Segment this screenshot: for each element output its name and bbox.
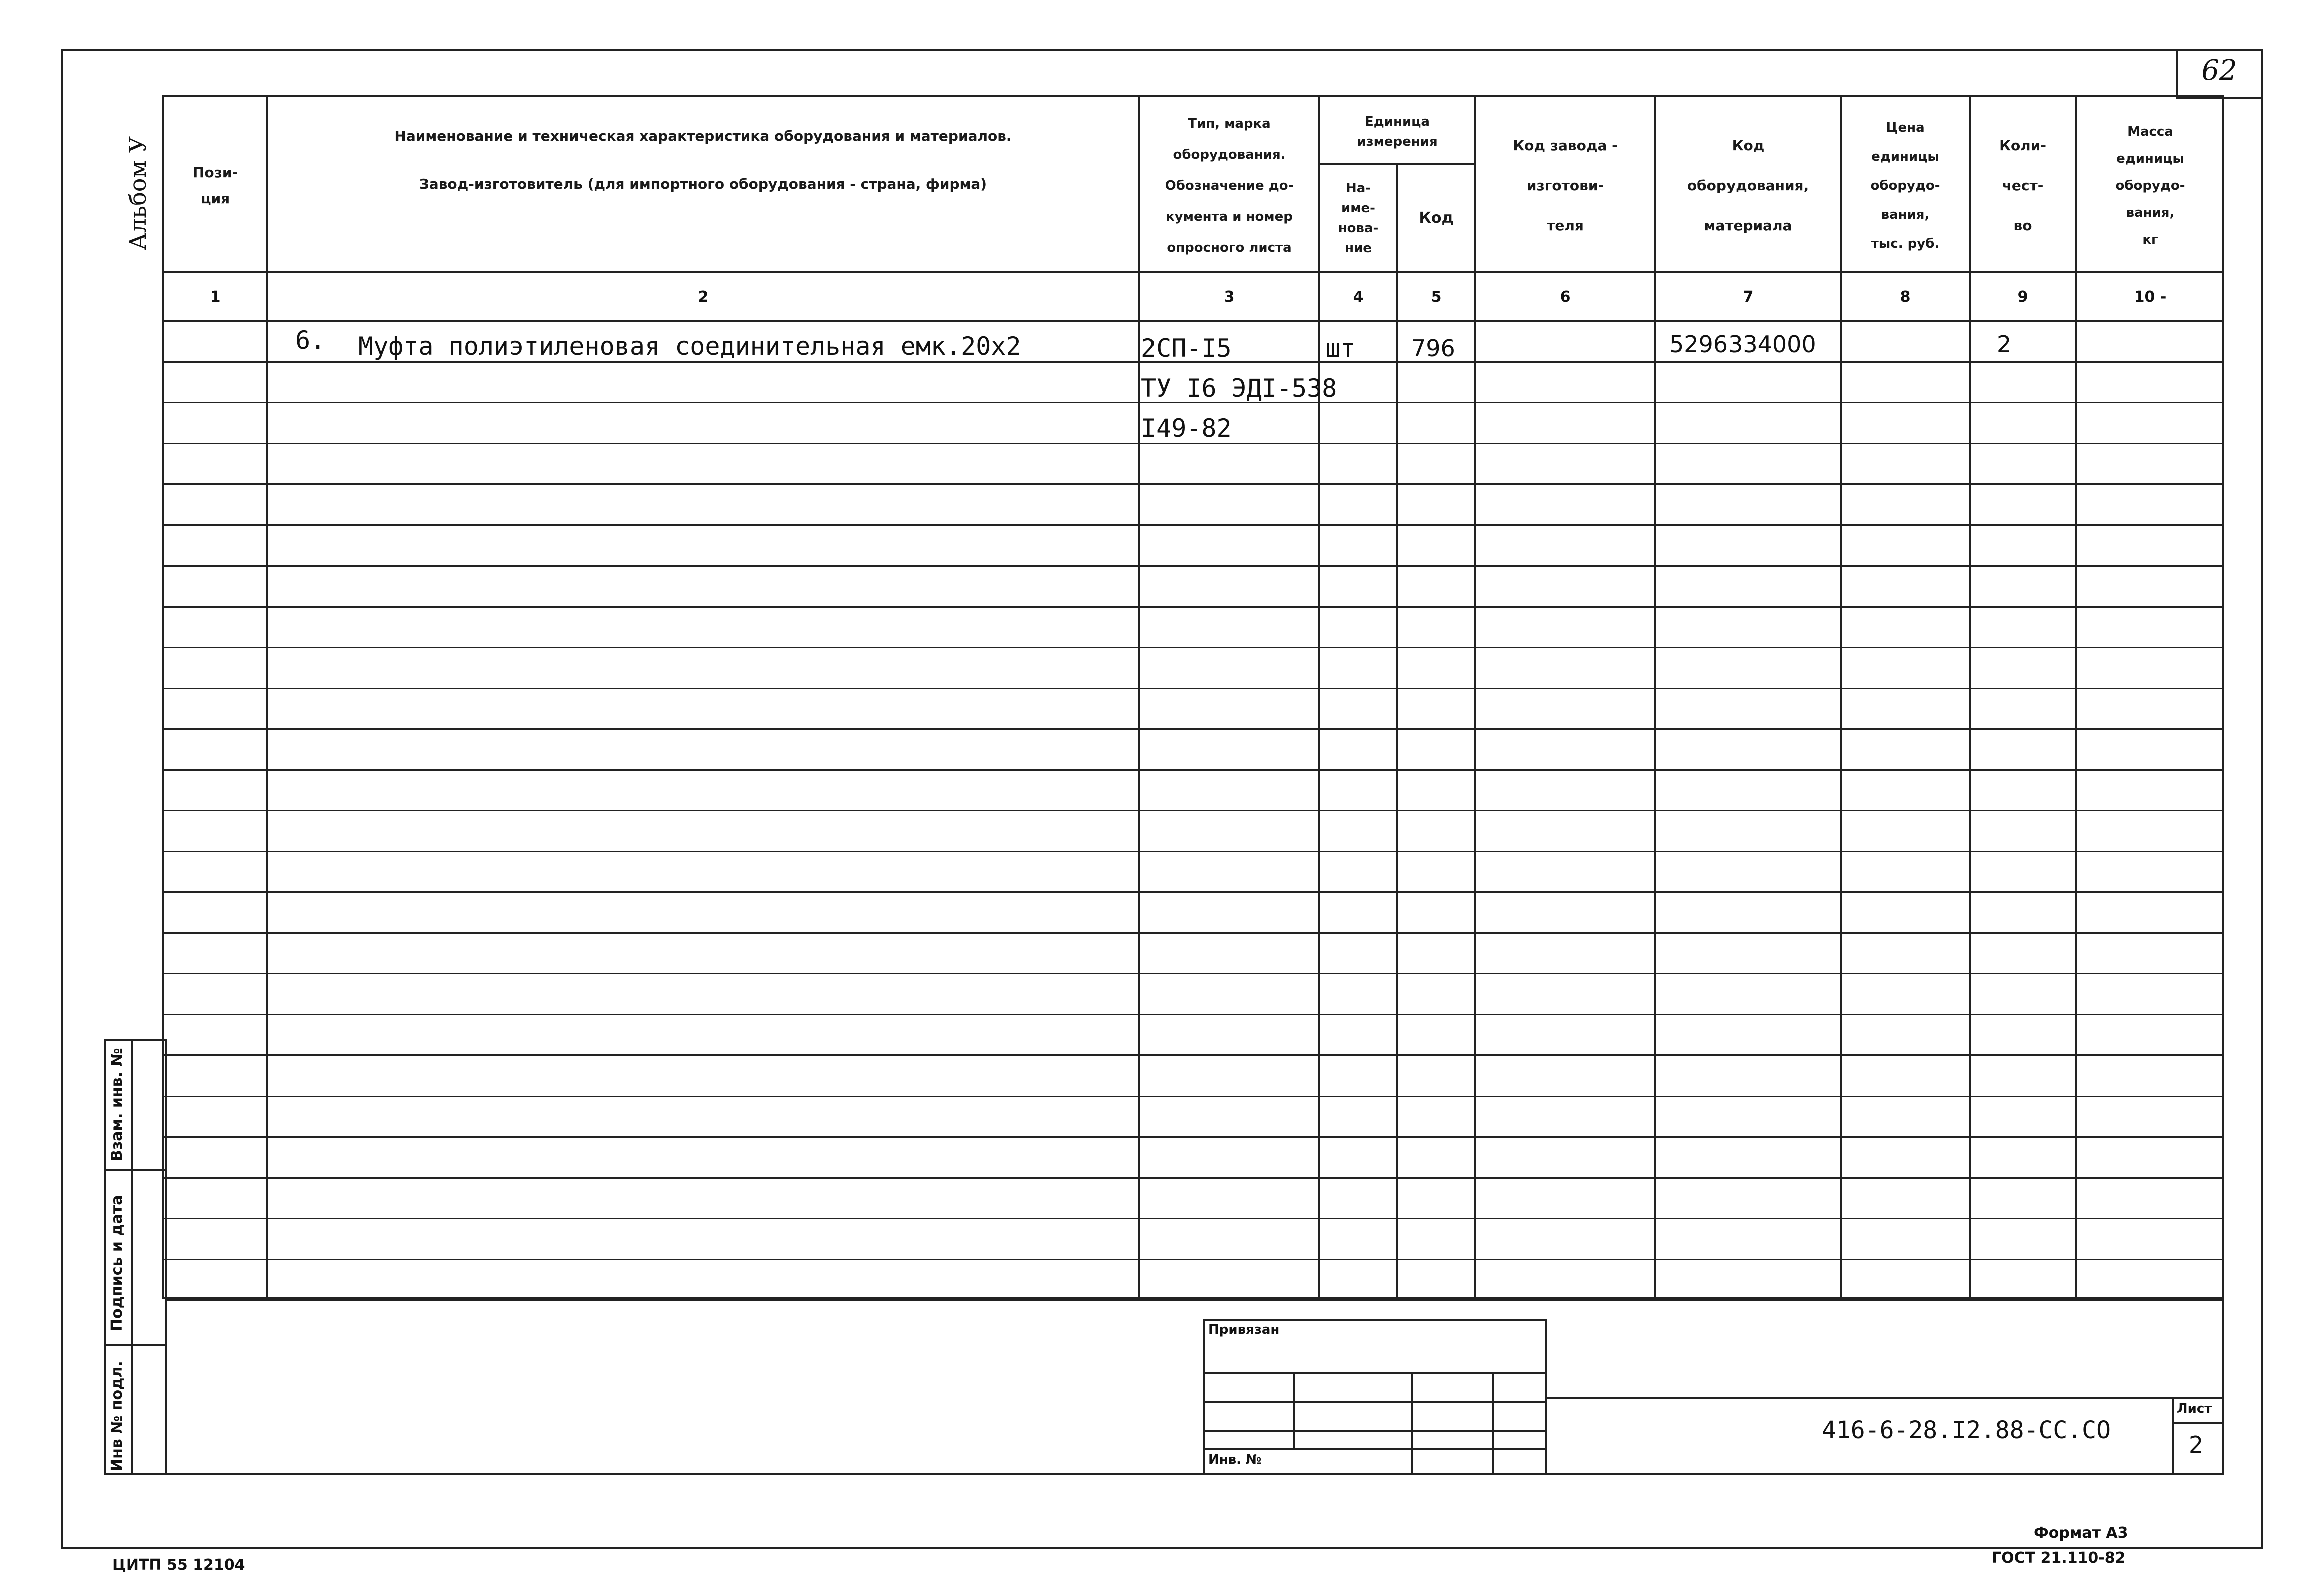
privyazan-col-3 — [1492, 1372, 1494, 1475]
footer-gost: ГОСТ 21.110-82 — [1992, 1549, 2126, 1567]
header-name: Наименование и техническая характеристика оборудования и материалов. Завод-изготовитель (для импортного оборудования - страна, фирма) — [394, 128, 1012, 192]
col-num-4: 4 — [1353, 288, 1364, 306]
col-num-7: 7 — [1743, 288, 1754, 306]
doc-code: 416-6-28.I2.88-СС.СО — [1822, 1416, 2111, 1444]
privyazan-col-2 — [1411, 1372, 1413, 1475]
table-row-line — [162, 1096, 2224, 1097]
row-quantity: 2 — [1997, 331, 2012, 358]
header-equipment-code: Код оборудования, материала — [1687, 137, 1809, 234]
privyazan-line-2 — [1203, 1401, 1547, 1403]
row-unit-code: 796 — [1411, 335, 1455, 362]
row-name: Муфта полиэтиленовая соединительная емк.20х2 — [358, 332, 1021, 361]
table-row-line — [162, 1218, 2224, 1219]
header-position: Пози- ция — [192, 164, 238, 207]
table-row-line — [162, 606, 2224, 608]
col-line-4 — [1396, 163, 1398, 1299]
row-position: 6. — [295, 326, 326, 355]
side-stamp-line-2 — [104, 1344, 167, 1346]
table-row-line — [162, 565, 2224, 567]
privyazan-line-3 — [1203, 1430, 1547, 1432]
col-num-9: 9 — [2017, 288, 2028, 306]
table-row-line — [162, 1014, 2224, 1015]
table-row-line — [162, 483, 2224, 485]
header-unit-name: На- име- нова- ние — [1338, 181, 1379, 256]
number-row-line — [162, 320, 2224, 322]
col-num-10: 10 - — [2134, 288, 2167, 306]
table-row-line — [162, 1177, 2224, 1179]
footer-left: ЦИТП 55 12104 — [112, 1556, 245, 1574]
page-number: 62 — [2201, 54, 2237, 87]
header-unit-group: Единица измерения — [1357, 114, 1438, 149]
title-block-line — [1547, 1397, 2224, 1399]
table-row-line — [162, 851, 2224, 852]
table-row-line — [162, 810, 2224, 811]
side-inv-podl: Инв № подл. — [108, 1361, 126, 1471]
row-type-line-3: I49-82 — [1141, 414, 1232, 443]
table-row-line — [162, 1054, 2224, 1056]
col-num-6: 6 — [1560, 288, 1571, 306]
col-num-3: 3 — [1224, 288, 1235, 306]
table-row-line — [162, 932, 2224, 934]
side-inv-vzam: Взам. инв. № — [108, 1048, 126, 1161]
side-stamp-divider — [131, 1039, 133, 1475]
privyazan-line-4 — [1203, 1448, 1547, 1450]
col-num-8: 8 — [1900, 288, 1911, 306]
table-row-line — [162, 1136, 2224, 1138]
header-factory-code: Код завода - изготови- теля — [1513, 137, 1618, 234]
side-sign-date: Подпись и дата — [108, 1195, 126, 1331]
bottom-frame-bottom — [167, 1473, 2224, 1475]
header-type: Тип, марка оборудования. Обозначение до- кумента и номер опросного листа — [1165, 116, 1294, 255]
table-row-line — [162, 973, 2224, 974]
sheet-label: Лист — [2177, 1401, 2212, 1416]
table-row-line — [162, 891, 2224, 893]
privyazan-label: Привязан — [1208, 1322, 1280, 1337]
col-num-1: 1 — [210, 288, 221, 306]
header-quantity: Коли- чест- во — [1999, 137, 2046, 234]
side-stamp-line-1 — [104, 1169, 167, 1171]
inv-no-label: Инв. № — [1208, 1452, 1262, 1467]
table-row-line — [162, 769, 2224, 771]
table-row-line — [162, 688, 2224, 689]
sheet-box-line — [2172, 1422, 2224, 1424]
header-mass: Масса единицы оборудо- вания, кг — [2115, 124, 2185, 247]
footer-format: Формат А3 — [2034, 1524, 2128, 1542]
privyazan-line-1 — [1203, 1372, 1547, 1374]
album-label: Альбом У — [124, 136, 151, 250]
col-num-5: 5 — [1431, 288, 1442, 306]
col-num-2: 2 — [698, 288, 709, 306]
row-type-line-1: 2СП-I5 — [1141, 334, 1232, 363]
header-price: Цена единицы оборудо- вания, тыс. руб. — [1870, 120, 1940, 251]
privyazan-col-1 — [1293, 1372, 1295, 1448]
table-row-line — [162, 1259, 2224, 1260]
sheet-number: 2 — [2189, 1431, 2204, 1458]
row-unit-name: шт — [1325, 334, 1356, 363]
row-equipment-code: 5296334000 — [1669, 331, 1816, 358]
table-row-line — [162, 647, 2224, 648]
table-row-line — [162, 728, 2224, 730]
header-unit-code: Код — [1419, 209, 1454, 227]
row-type-line-2: ТУ I6 ЭДI-538 — [1141, 374, 1337, 403]
bottom-frame-top — [167, 1299, 2224, 1301]
table-row-line — [162, 524, 2224, 526]
